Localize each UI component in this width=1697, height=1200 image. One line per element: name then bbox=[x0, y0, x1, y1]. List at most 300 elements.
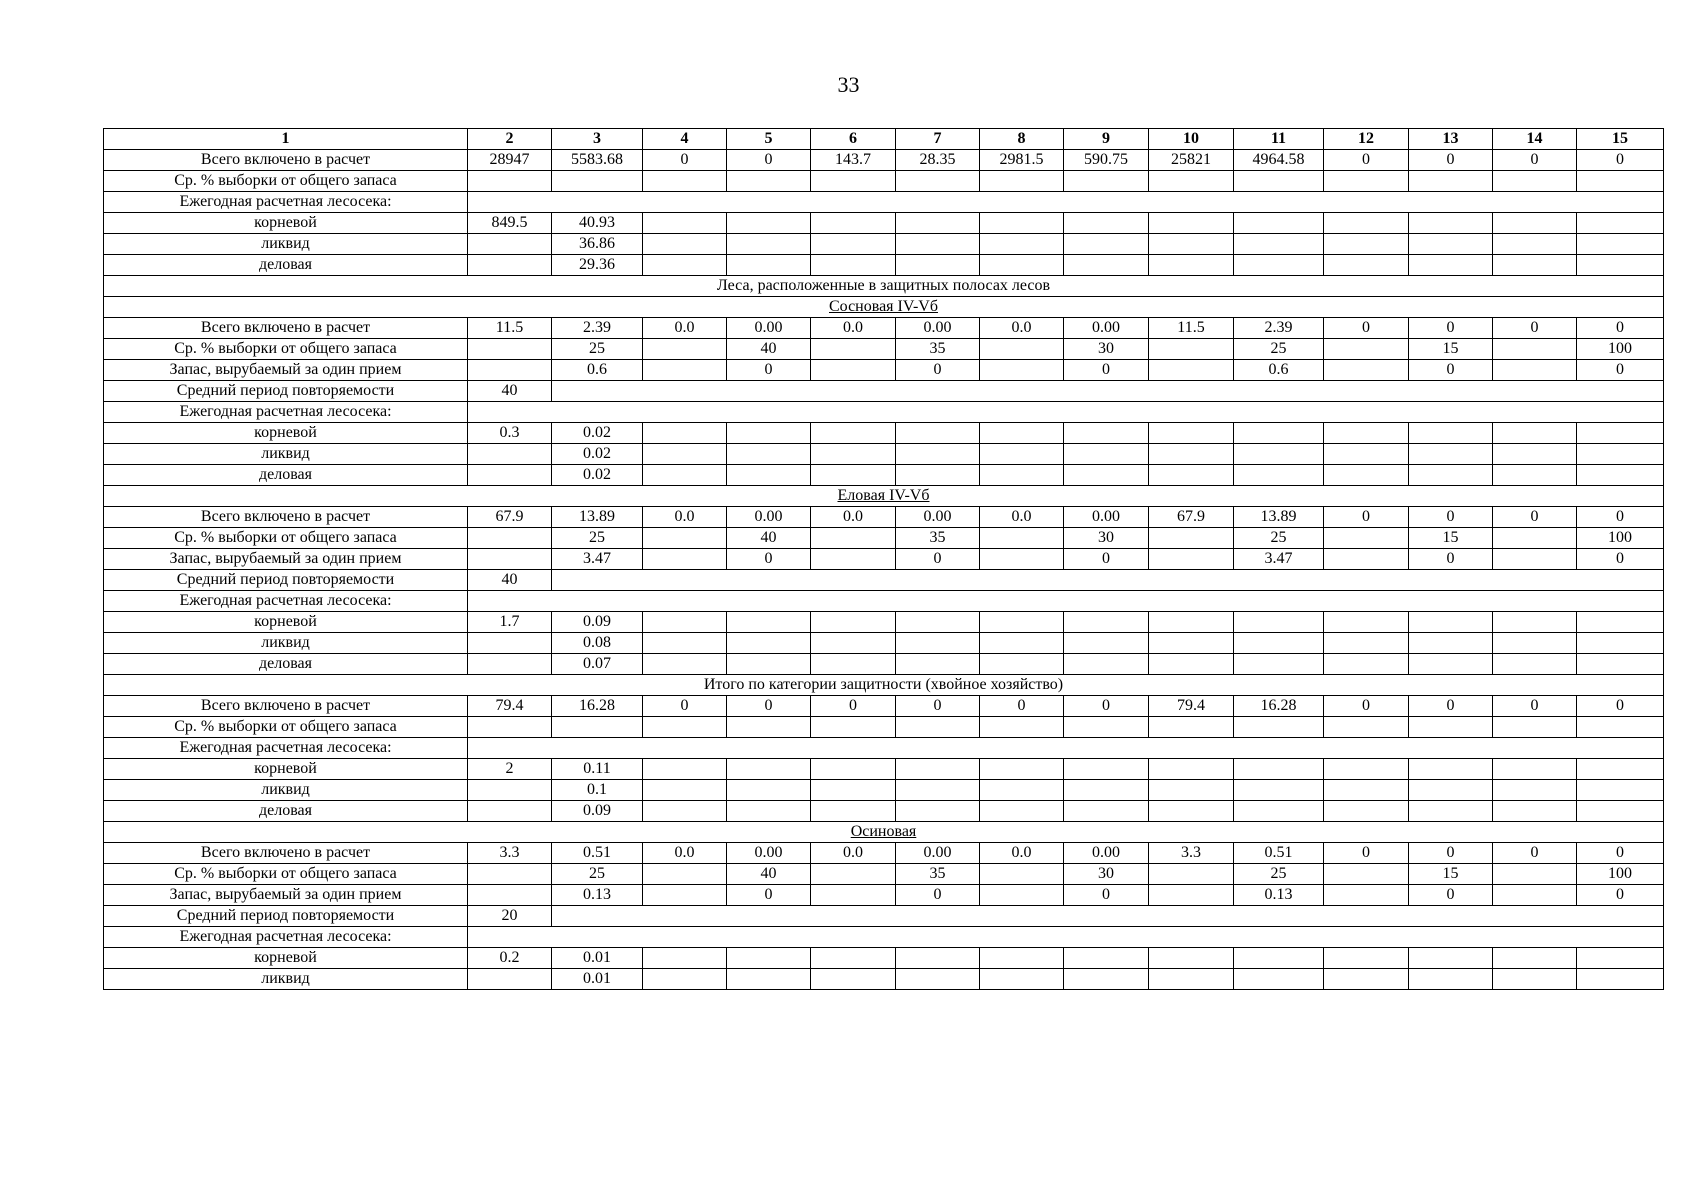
table-cell: 40.93 bbox=[552, 213, 643, 234]
table-body bbox=[104, 129, 1664, 990]
column-number-header: 5 bbox=[727, 129, 811, 150]
table-cell bbox=[1149, 780, 1234, 801]
table-cell: 0.0 bbox=[811, 507, 896, 528]
table-cell bbox=[1409, 948, 1493, 969]
column-number-header: 9 bbox=[1064, 129, 1149, 150]
table-cell bbox=[468, 339, 552, 360]
table-cell bbox=[468, 864, 552, 885]
table-cell bbox=[896, 255, 980, 276]
table-cell bbox=[643, 234, 727, 255]
table-cell bbox=[1409, 612, 1493, 633]
table-row bbox=[104, 528, 1664, 549]
table-cell bbox=[1493, 969, 1577, 990]
table-cell bbox=[1577, 255, 1664, 276]
table-cell bbox=[1493, 654, 1577, 675]
table-cell bbox=[1577, 633, 1664, 654]
table-cell bbox=[643, 339, 727, 360]
table-cell bbox=[1234, 780, 1324, 801]
row-label: Всего включено в расчет bbox=[104, 318, 468, 339]
group-label-row bbox=[104, 192, 1664, 213]
table-cell bbox=[643, 423, 727, 444]
table-cell bbox=[1409, 759, 1493, 780]
table-cell bbox=[643, 444, 727, 465]
table-cell bbox=[1234, 759, 1324, 780]
table-cell bbox=[727, 801, 811, 822]
table-cell bbox=[1234, 612, 1324, 633]
table-cell: 28.35 bbox=[896, 150, 980, 171]
table-cell: 36.86 bbox=[552, 234, 643, 255]
table-cell: 100 bbox=[1577, 864, 1664, 885]
section-header-row bbox=[104, 822, 1664, 843]
table-cell bbox=[1149, 801, 1234, 822]
row-label: Ср. % выборки от общего запаса bbox=[104, 717, 468, 738]
table-cell bbox=[980, 717, 1064, 738]
row-label: Ср. % выборки от общего запаса bbox=[104, 528, 468, 549]
table-cell bbox=[1234, 801, 1324, 822]
table-row bbox=[104, 948, 1664, 969]
table-cell: 0.00 bbox=[727, 318, 811, 339]
section-title bbox=[104, 675, 1664, 696]
table-cell bbox=[980, 360, 1064, 381]
table-cell bbox=[896, 423, 980, 444]
table-cell bbox=[468, 234, 552, 255]
table-cell bbox=[1409, 969, 1493, 990]
section-title bbox=[104, 486, 1664, 507]
table-cell bbox=[1064, 633, 1149, 654]
table-cell bbox=[811, 360, 896, 381]
table-cell: 67.9 bbox=[468, 507, 552, 528]
table-cell bbox=[468, 360, 552, 381]
repeat-period-value: 40 bbox=[468, 381, 552, 402]
page-number: 33 bbox=[837, 72, 860, 97]
table-cell: 0 bbox=[643, 150, 727, 171]
table-cell bbox=[896, 612, 980, 633]
table-cell: 0 bbox=[1064, 885, 1149, 906]
table-cell bbox=[1324, 948, 1409, 969]
table-cell: 0.02 bbox=[552, 465, 643, 486]
table-cell: 25 bbox=[552, 528, 643, 549]
table-cell: 29.36 bbox=[552, 255, 643, 276]
table-cell bbox=[727, 948, 811, 969]
table-cell bbox=[980, 801, 1064, 822]
table-cell bbox=[980, 171, 1064, 192]
table-cell bbox=[1409, 171, 1493, 192]
row-label: Ежегодная расчетная лесосека: bbox=[104, 738, 468, 759]
table-cell bbox=[1149, 759, 1234, 780]
table-cell bbox=[643, 528, 727, 549]
table-cell bbox=[1324, 423, 1409, 444]
table-cell: 0 bbox=[1409, 549, 1493, 570]
table-cell bbox=[811, 444, 896, 465]
table-cell: 0 bbox=[727, 150, 811, 171]
row-label: Средний период повторяемости bbox=[104, 906, 468, 927]
table-cell: 3.3 bbox=[1149, 843, 1234, 864]
table-cell bbox=[1493, 780, 1577, 801]
table-cell bbox=[1493, 801, 1577, 822]
table-cell bbox=[1149, 234, 1234, 255]
section-title bbox=[104, 297, 1664, 318]
table-cell bbox=[468, 171, 552, 192]
table-cell: 2981.5 bbox=[980, 150, 1064, 171]
table-cell bbox=[468, 633, 552, 654]
table-cell: 0 bbox=[1409, 150, 1493, 171]
table-row bbox=[104, 150, 1664, 171]
table-cell bbox=[552, 717, 643, 738]
table-cell: 0 bbox=[727, 885, 811, 906]
table-cell bbox=[1064, 234, 1149, 255]
table-cell bbox=[468, 255, 552, 276]
table-row bbox=[104, 612, 1664, 633]
table-row bbox=[104, 549, 1664, 570]
row-label: корневой bbox=[104, 759, 468, 780]
table-cell: 1.7 bbox=[468, 612, 552, 633]
section-title bbox=[104, 822, 1664, 843]
table-cell: 0 bbox=[1324, 507, 1409, 528]
table-cell: 3.3 bbox=[468, 843, 552, 864]
table-cell bbox=[1493, 171, 1577, 192]
table-cell: 0.09 bbox=[552, 612, 643, 633]
repeat-period-row bbox=[104, 381, 1664, 402]
row-label: Ср. % выборки от общего запаса bbox=[104, 339, 468, 360]
table-cell bbox=[1577, 423, 1664, 444]
table-cell: 0 bbox=[1577, 507, 1664, 528]
row-label: Запас, вырубаемый за один прием bbox=[104, 549, 468, 570]
table-cell bbox=[1149, 948, 1234, 969]
table-cell: 0.00 bbox=[727, 843, 811, 864]
table-cell bbox=[980, 255, 1064, 276]
table-row bbox=[104, 864, 1664, 885]
table-cell: 11.5 bbox=[1149, 318, 1234, 339]
table-cell: 2 bbox=[468, 759, 552, 780]
table-cell bbox=[1493, 612, 1577, 633]
table-cell bbox=[1493, 360, 1577, 381]
table-cell: 0 bbox=[1577, 696, 1664, 717]
table-cell bbox=[1409, 717, 1493, 738]
row-label: Средний период повторяемости bbox=[104, 570, 468, 591]
table-cell bbox=[1149, 465, 1234, 486]
table-cell bbox=[1577, 948, 1664, 969]
table-cell bbox=[1324, 255, 1409, 276]
table-row bbox=[104, 717, 1664, 738]
column-number-header: 3 bbox=[552, 129, 643, 150]
table-cell: 0 bbox=[1577, 549, 1664, 570]
section-title-text: Еловая IV-Vб bbox=[837, 487, 930, 504]
table-cell: 0 bbox=[1493, 696, 1577, 717]
table-cell bbox=[1493, 444, 1577, 465]
row-label: ликвид bbox=[104, 444, 468, 465]
table-cell: 0 bbox=[1493, 507, 1577, 528]
table-cell bbox=[1234, 465, 1324, 486]
merged-empty-cell bbox=[468, 402, 1664, 423]
table-cell bbox=[980, 885, 1064, 906]
table-cell bbox=[811, 612, 896, 633]
table-cell: 0 bbox=[1577, 150, 1664, 171]
table-cell: 0 bbox=[896, 696, 980, 717]
table-cell bbox=[643, 633, 727, 654]
table-cell: 35 bbox=[896, 528, 980, 549]
row-label: деловая bbox=[104, 465, 468, 486]
table-cell bbox=[811, 780, 896, 801]
table-cell bbox=[643, 171, 727, 192]
table-cell bbox=[1409, 780, 1493, 801]
table-cell bbox=[468, 444, 552, 465]
table-cell: 0.09 bbox=[552, 801, 643, 822]
table-cell bbox=[1064, 654, 1149, 675]
table-cell bbox=[896, 213, 980, 234]
table-row bbox=[104, 255, 1664, 276]
table-cell: 0 bbox=[1324, 696, 1409, 717]
table-cell: 0.01 bbox=[552, 969, 643, 990]
table-cell bbox=[1234, 213, 1324, 234]
table-cell bbox=[1324, 444, 1409, 465]
table-cell bbox=[896, 780, 980, 801]
table-cell: 849.5 bbox=[468, 213, 552, 234]
table-cell: 30 bbox=[1064, 339, 1149, 360]
table-cell bbox=[1149, 339, 1234, 360]
repeat-period-row bbox=[104, 906, 1664, 927]
merged-empty-cell bbox=[468, 927, 1664, 948]
table-cell bbox=[727, 465, 811, 486]
table-cell bbox=[1324, 633, 1409, 654]
table-cell bbox=[1409, 423, 1493, 444]
table-cell bbox=[896, 633, 980, 654]
table-cell bbox=[1493, 339, 1577, 360]
column-number-header: 13 bbox=[1409, 129, 1493, 150]
row-label: деловая bbox=[104, 801, 468, 822]
table-cell bbox=[811, 549, 896, 570]
table-cell: 0.01 bbox=[552, 948, 643, 969]
table-cell bbox=[643, 885, 727, 906]
table-cell bbox=[811, 465, 896, 486]
table-cell bbox=[1409, 444, 1493, 465]
column-number-header: 6 bbox=[811, 129, 896, 150]
table-cell: 0 bbox=[1409, 843, 1493, 864]
table-row bbox=[104, 465, 1664, 486]
table-cell bbox=[980, 633, 1064, 654]
table-cell bbox=[643, 780, 727, 801]
table-cell: 0.11 bbox=[552, 759, 643, 780]
table-cell: 3.47 bbox=[1234, 549, 1324, 570]
table-cell bbox=[1324, 864, 1409, 885]
table-cell bbox=[811, 255, 896, 276]
table-cell bbox=[811, 885, 896, 906]
row-label: Средний период повторяемости bbox=[104, 381, 468, 402]
table-cell bbox=[643, 801, 727, 822]
table-cell: 0 bbox=[1577, 843, 1664, 864]
table-cell bbox=[1149, 717, 1234, 738]
table-cell bbox=[811, 948, 896, 969]
table-cell bbox=[1149, 612, 1234, 633]
table-cell: 4964.58 bbox=[1234, 150, 1324, 171]
table-cell bbox=[643, 948, 727, 969]
row-label: ликвид bbox=[104, 234, 468, 255]
table-cell bbox=[1149, 654, 1234, 675]
merged-empty-cell bbox=[552, 381, 1664, 402]
table-cell bbox=[1149, 423, 1234, 444]
section-title bbox=[104, 276, 1664, 297]
table-cell: 25 bbox=[1234, 528, 1324, 549]
table-cell: 0 bbox=[1324, 843, 1409, 864]
table-row bbox=[104, 801, 1664, 822]
table-cell: 0 bbox=[1493, 843, 1577, 864]
table-cell bbox=[1324, 780, 1409, 801]
table-cell: 0 bbox=[896, 549, 980, 570]
table-cell: 25 bbox=[552, 864, 643, 885]
column-number-header-row bbox=[104, 129, 1664, 150]
table-cell: 30 bbox=[1064, 528, 1149, 549]
row-label: Ежегодная расчетная лесосека: bbox=[104, 591, 468, 612]
table-cell: 0.0 bbox=[980, 318, 1064, 339]
section-header-row bbox=[104, 675, 1664, 696]
table-cell bbox=[643, 360, 727, 381]
table-cell bbox=[1324, 213, 1409, 234]
table-cell bbox=[811, 801, 896, 822]
table-cell bbox=[1577, 969, 1664, 990]
table-cell: 11.5 bbox=[468, 318, 552, 339]
table-row bbox=[104, 234, 1664, 255]
table-cell: 0 bbox=[1064, 696, 1149, 717]
table-cell bbox=[1064, 717, 1149, 738]
table-cell: 0.0 bbox=[643, 843, 727, 864]
table-cell bbox=[727, 759, 811, 780]
group-label-row bbox=[104, 927, 1664, 948]
table-cell bbox=[1149, 549, 1234, 570]
table-cell: 0.00 bbox=[896, 843, 980, 864]
table-cell bbox=[1577, 801, 1664, 822]
table-cell: 0 bbox=[1409, 696, 1493, 717]
table-cell bbox=[896, 759, 980, 780]
table-cell: 0.51 bbox=[552, 843, 643, 864]
table-cell bbox=[1577, 759, 1664, 780]
table-cell: 0 bbox=[1577, 885, 1664, 906]
table-cell bbox=[468, 654, 552, 675]
table-cell bbox=[1064, 423, 1149, 444]
table-row bbox=[104, 843, 1664, 864]
table-cell: 0.51 bbox=[1234, 843, 1324, 864]
table-cell bbox=[643, 654, 727, 675]
table-cell: 100 bbox=[1577, 528, 1664, 549]
table-cell: 590.75 bbox=[1064, 150, 1149, 171]
table-cell bbox=[896, 465, 980, 486]
table-cell: 15 bbox=[1409, 528, 1493, 549]
table-row bbox=[104, 780, 1664, 801]
merged-empty-cell bbox=[468, 591, 1664, 612]
table-cell bbox=[727, 234, 811, 255]
table-cell bbox=[727, 255, 811, 276]
table-cell bbox=[1493, 213, 1577, 234]
table-cell bbox=[1577, 780, 1664, 801]
table-cell: 0.02 bbox=[552, 423, 643, 444]
table-cell bbox=[1234, 234, 1324, 255]
table-cell: 0.00 bbox=[1064, 843, 1149, 864]
repeat-period-value: 40 bbox=[468, 570, 552, 591]
column-number-header: 14 bbox=[1493, 129, 1577, 150]
table-cell bbox=[896, 444, 980, 465]
table-cell bbox=[1064, 969, 1149, 990]
table-cell bbox=[980, 780, 1064, 801]
table-cell: 0 bbox=[896, 360, 980, 381]
table-cell bbox=[643, 255, 727, 276]
row-label: ликвид bbox=[104, 780, 468, 801]
table-cell: 25 bbox=[1234, 864, 1324, 885]
table-cell: 0 bbox=[1409, 885, 1493, 906]
table-cell: 40 bbox=[727, 339, 811, 360]
table-cell bbox=[727, 171, 811, 192]
table-row bbox=[104, 633, 1664, 654]
table-cell bbox=[896, 654, 980, 675]
table-cell: 15 bbox=[1409, 339, 1493, 360]
table-cell bbox=[1577, 717, 1664, 738]
table-row bbox=[104, 171, 1664, 192]
merged-empty-cell bbox=[468, 192, 1664, 213]
table-cell: 0 bbox=[1409, 507, 1493, 528]
table-cell bbox=[811, 654, 896, 675]
section-title-text: Сосновая IV-Vб bbox=[829, 298, 938, 315]
row-label: Ежегодная расчетная лесосека: bbox=[104, 402, 468, 423]
table-cell: 100 bbox=[1577, 339, 1664, 360]
table-cell bbox=[1324, 360, 1409, 381]
table-cell: 0.02 bbox=[552, 444, 643, 465]
repeat-period-value: 20 bbox=[468, 906, 552, 927]
table-row bbox=[104, 696, 1664, 717]
table-cell bbox=[1577, 444, 1664, 465]
table-cell bbox=[1064, 465, 1149, 486]
table-cell: 143.7 bbox=[811, 150, 896, 171]
table-cell bbox=[1064, 780, 1149, 801]
table-cell bbox=[980, 864, 1064, 885]
table-cell: 0.00 bbox=[1064, 318, 1149, 339]
table-cell bbox=[811, 171, 896, 192]
table-cell: 16.28 bbox=[552, 696, 643, 717]
table-cell: 0 bbox=[1324, 318, 1409, 339]
table-cell bbox=[1064, 948, 1149, 969]
table-cell bbox=[1324, 612, 1409, 633]
table-cell bbox=[1577, 612, 1664, 633]
table-cell bbox=[1409, 234, 1493, 255]
table-cell bbox=[980, 759, 1064, 780]
table-cell bbox=[811, 633, 896, 654]
table-cell bbox=[643, 612, 727, 633]
table-cell bbox=[1234, 444, 1324, 465]
table-cell: 35 bbox=[896, 864, 980, 885]
column-number-header: 7 bbox=[896, 129, 980, 150]
table-cell: 30 bbox=[1064, 864, 1149, 885]
column-number-header: 15 bbox=[1577, 129, 1664, 150]
table-cell: 79.4 bbox=[1149, 696, 1234, 717]
table-cell: 0 bbox=[1064, 360, 1149, 381]
table-cell bbox=[980, 969, 1064, 990]
table-cell: 0.6 bbox=[1234, 360, 1324, 381]
table-cell bbox=[811, 864, 896, 885]
table-cell: 0.00 bbox=[727, 507, 811, 528]
table-cell bbox=[896, 234, 980, 255]
table-cell bbox=[727, 969, 811, 990]
table-cell: 0.0 bbox=[643, 318, 727, 339]
row-label: ликвид bbox=[104, 969, 468, 990]
table-cell: 0 bbox=[1493, 150, 1577, 171]
table-cell bbox=[1064, 255, 1149, 276]
table-cell: 0 bbox=[1577, 360, 1664, 381]
table-cell bbox=[811, 528, 896, 549]
table-cell bbox=[811, 234, 896, 255]
table-row bbox=[104, 444, 1664, 465]
table-cell bbox=[980, 339, 1064, 360]
row-label: Ежегодная расчетная лесосека: bbox=[104, 927, 468, 948]
table-cell bbox=[811, 969, 896, 990]
table-cell bbox=[468, 465, 552, 486]
section-header-row bbox=[104, 276, 1664, 297]
table-cell bbox=[727, 444, 811, 465]
